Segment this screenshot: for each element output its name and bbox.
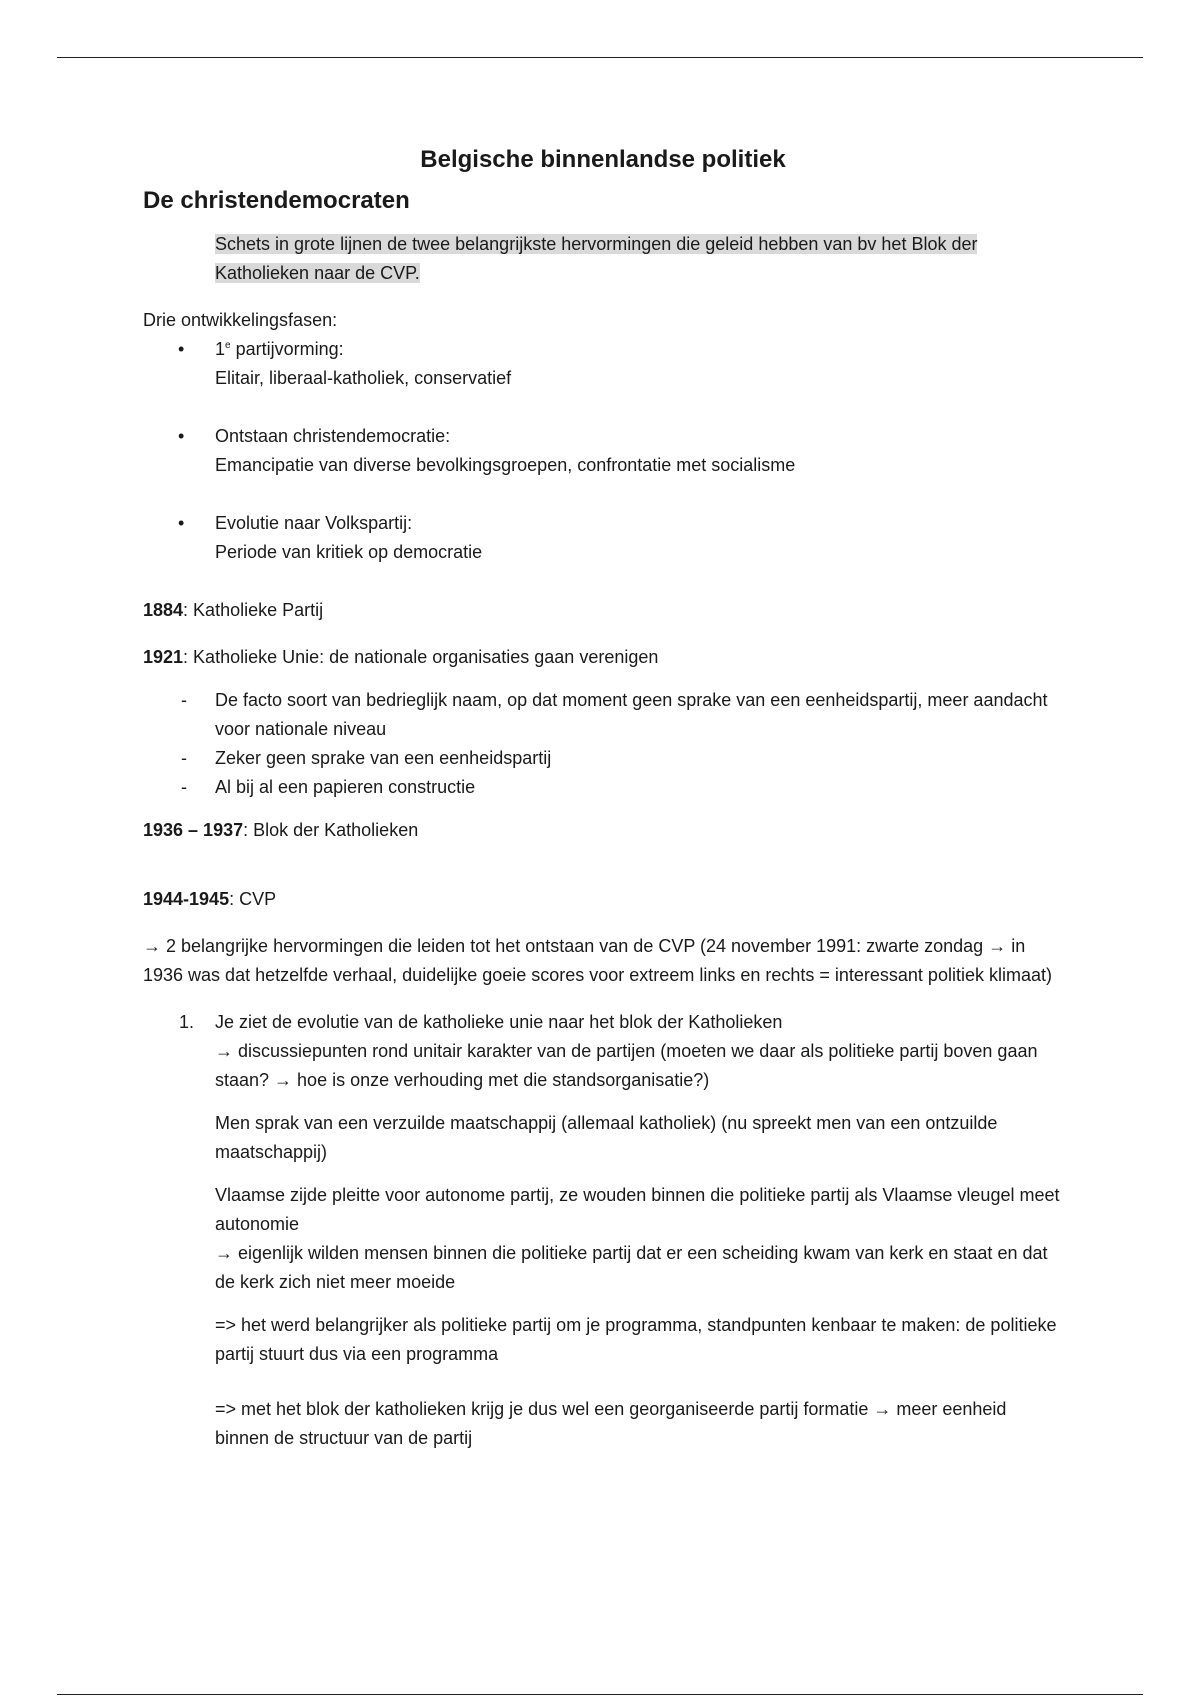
list-item: - Al bij al een papieren constructie [181,777,476,797]
list-item [143,1008,1063,1453]
reforms-list [143,1008,1063,1453]
document-page [143,140,1063,1453]
reforms-intro: → 2 belangrijke hervormingen die leiden tot het ontstaan van de CVP (24 november 1991: zwarte zondag → in 1936 was dat hetzelfde verhaal, duidelijke goeie scores voor extreem links en rechts = interessant politiek klimaat) [143,936,1052,985]
highlighted-question [215,230,1063,288]
phase-title: 1e partijvorming: [215,339,344,359]
phase-title: Ontstaan christendemocratie: [215,426,451,446]
timeline-1921: 1921: Katholieke Unie: de nationale organisaties gaan verenigen [143,647,659,667]
footer-rule [57,1694,1143,1695]
reform-paragraph: => het werd belangrijker als politieke partij om je programma, standpunten kenbaar te maken: de politieke partij stuurt dus via een programma [215,1315,1057,1364]
reform-line: Je ziet de evolutie van de katholieke unie naar het blok der Katholieken [215,1012,783,1032]
header-rule [57,57,1143,58]
bullet-marker: • [178,426,185,446]
phase-detail: Periode van kritiek op democratie [215,542,483,562]
phases-intro: Drie ontwikkelingsfasen: [143,310,338,330]
timeline-1884: 1884: Katholieke Partij [143,600,324,620]
reform-paragraph: Men sprak van een verzuilde maatschappij (allemaal katholiek) (nu spreekt men van een ontzuilde maatschappij) [215,1113,998,1162]
reform-line: → discussiepunten rond unitair karakter van de partijen (moeten we daar als politieke partij boven gaan staan? → hoe is onze verhouding met die standsorganisatie?) [215,1041,1038,1090]
phase-detail: Emancipatie van diverse bevolkingsgroepen, confrontatie met socialisme [215,455,796,475]
phase-title: Evolutie naar Volkspartij: [215,513,413,533]
bullet-marker: • [178,513,185,533]
list-item: - Zeker geen sprake van een eenheidspartij [181,748,552,768]
bullet-marker: • [178,339,185,359]
number-marker: 1. [179,1012,195,1032]
section-heading: De christendemocraten [143,187,410,214]
timeline-1936: 1936 – 1937: Blok der Katholieken [143,820,419,840]
question-text: Schets in grote lijnen de twee belangrijkste hervormingen die geleid hebben van bv het Blok der Katholieken naar de CVP. [215,234,978,283]
list-item [143,335,1063,393]
reform-paragraph: Vlaamse zijde pleitte voor autonome partij, ze wouden binnen die politieke partij als Vlaamse vleugel meet autonomie [215,1185,1060,1234]
document-title: Belgische binnenlandse politiek [420,146,786,173]
phase-detail: Elitair, liberaal-katholiek, conservatief [215,368,512,388]
list-item: - De facto soort van bedrieglijk naam, op dat moment geen sprake van een eenheidspartij, meer aandacht voor nationale niveau [181,690,1048,739]
phases-list [143,335,1063,567]
reform-paragraph: => met het blok der katholieken krijg je dus wel een georganiseerde partij formatie → meer eenheid binnen de structuur van de partij [215,1399,1007,1448]
unie-points [143,686,1063,802]
reform-paragraph: → eigenlijk wilden mensen binnen die politieke partij dat er een scheiding kwam van kerk en staat en dat de kerk zich niet meer moeide [215,1243,1048,1292]
timeline-1944: 1944-1945: CVP [143,889,277,909]
list-item [143,422,1063,480]
list-item [143,509,1063,567]
